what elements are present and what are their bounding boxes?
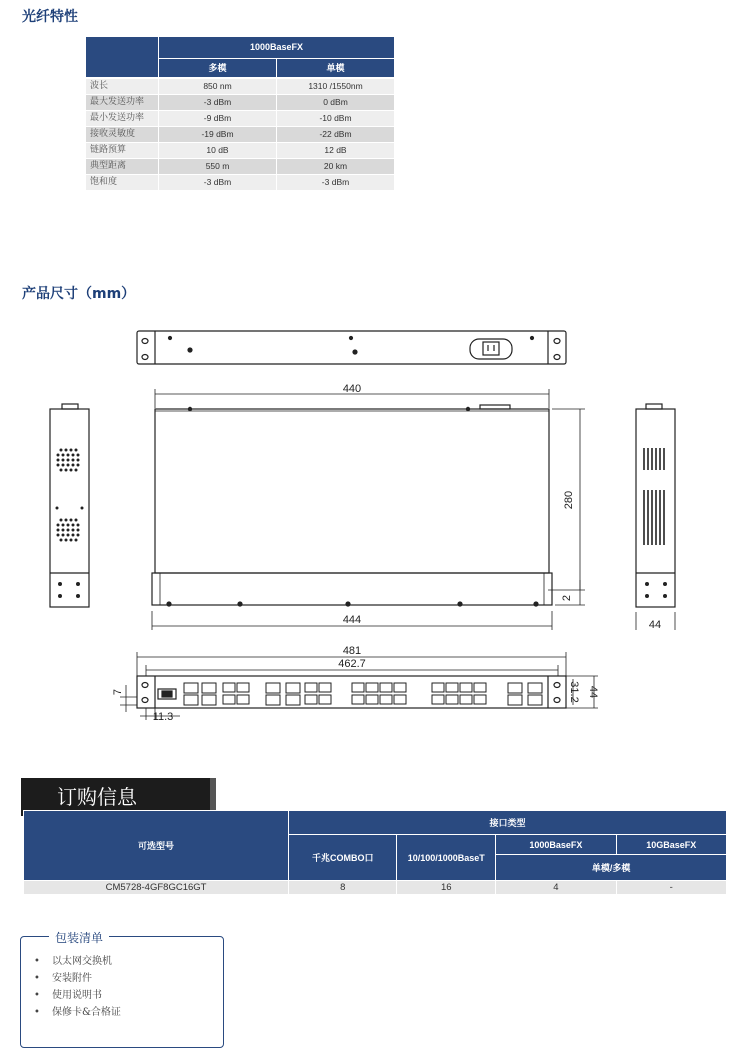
packing-list-item-label: 使用说明书 bbox=[52, 990, 102, 1001]
fiber-header-singlemode: 单模 bbox=[276, 59, 394, 77]
front-port-groups bbox=[184, 683, 542, 705]
rj45-port-shape bbox=[352, 683, 364, 692]
dim-front-inner-height: 31.2 bbox=[568, 681, 580, 703]
fiber-row-multimode: 10 dB bbox=[158, 143, 276, 158]
fiber-row-multimode: 850 nm bbox=[158, 79, 276, 94]
bullet-icon: • bbox=[34, 990, 40, 1001]
sfp-port-shape bbox=[528, 683, 542, 693]
rj45-port-shape bbox=[474, 683, 486, 692]
rj45-port-shape bbox=[460, 695, 472, 704]
rj45-port-shape bbox=[432, 683, 444, 692]
dim-front-left-v: 7 bbox=[112, 688, 124, 696]
rj45-port-shape bbox=[223, 683, 235, 692]
dim-side-height: 44 bbox=[648, 619, 662, 631]
sfp-port-shape bbox=[266, 683, 280, 693]
fiber-row-multimode: 550 m bbox=[158, 159, 276, 174]
bullet-icon: • bbox=[34, 956, 40, 967]
sfp-port-shape bbox=[266, 695, 280, 705]
rj45-port-shape bbox=[319, 683, 331, 692]
rj45-port-shape bbox=[223, 695, 235, 704]
fiber-row-label: 接收灵敏度 bbox=[90, 129, 136, 139]
dim-top-width: 440 bbox=[342, 383, 362, 395]
rear-view-drawing bbox=[137, 331, 566, 364]
dim-depth: 280 bbox=[563, 490, 575, 510]
sfp-port-shape bbox=[286, 683, 300, 693]
packing-list-item bbox=[34, 952, 121, 969]
rj45-port-shape bbox=[394, 683, 406, 692]
rj45-port-shape bbox=[305, 683, 317, 692]
fiber-row-multimode: -19 dBm bbox=[158, 127, 276, 142]
rj45-port-shape bbox=[319, 695, 331, 704]
rj45-port-shape bbox=[305, 695, 317, 704]
rj45-port-shape bbox=[446, 695, 458, 704]
fiber-row-singlemode: -22 dBm bbox=[276, 127, 394, 142]
ordering-header-1g: 1000BaseFX bbox=[496, 835, 616, 855]
fiber-row-multimode: -3 dBm bbox=[158, 175, 276, 190]
sfp-port-shape bbox=[508, 683, 522, 693]
fiber-row-multimode: -3 dBm bbox=[158, 95, 276, 110]
ordering-cell-copper: 16 bbox=[397, 881, 496, 895]
packing-list-item bbox=[34, 1003, 121, 1020]
sfp-port-shape bbox=[508, 695, 522, 705]
fiber-row-label: 典型距离 bbox=[90, 161, 127, 171]
rj45-port-shape bbox=[380, 683, 392, 692]
packing-list-item-label: 安装附件 bbox=[52, 973, 92, 984]
dim-front-left-h: 11.3 bbox=[152, 711, 174, 723]
ordering-header-combo: 千兆COMBO口 bbox=[289, 835, 397, 881]
dim-front-height: 44 bbox=[587, 685, 599, 699]
ordering-cell-fx10g: - bbox=[616, 881, 726, 895]
left-side-view-drawing bbox=[50, 404, 89, 607]
rj45-port-shape bbox=[237, 683, 249, 692]
fiber-row-singlemode: -3 dBm bbox=[276, 175, 394, 190]
fiber-row-singlemode: 0 dBm bbox=[276, 95, 394, 110]
fiber-header-multimode: 多模 bbox=[159, 59, 276, 77]
right-side-view-drawing bbox=[636, 404, 675, 630]
rj45-port-shape bbox=[352, 695, 364, 704]
fiber-row-singlemode: 20 km bbox=[276, 159, 394, 174]
rj45-port-shape bbox=[446, 683, 458, 692]
fiber-row-label: 链路预算 bbox=[86, 143, 158, 158]
ordering-header-mode: 单模/多模 bbox=[496, 855, 727, 881]
packing-list bbox=[34, 952, 121, 1020]
fiber-row-label: 波长 bbox=[86, 79, 158, 94]
ordering-header-copper: 10/100/1000BaseT bbox=[397, 835, 496, 881]
rj45-port-shape bbox=[474, 695, 486, 704]
sfp-port-shape bbox=[202, 695, 216, 705]
fiber-row-multimode: -9 dBm bbox=[158, 111, 276, 126]
fiber-row-singlemode: 1310 /1550nm bbox=[276, 79, 394, 94]
bullet-icon: • bbox=[34, 973, 40, 984]
sfp-port-shape bbox=[286, 695, 300, 705]
ordering-cell-fx1g: 4 bbox=[496, 881, 616, 895]
fiber-row-label: 饱和度 bbox=[86, 175, 158, 190]
rj45-port-shape bbox=[366, 695, 378, 704]
rj45-port-shape bbox=[460, 683, 472, 692]
rj45-port-shape bbox=[237, 695, 249, 704]
dimensions-section-title: 产品尺寸（mm） bbox=[22, 286, 136, 302]
rj45-port-shape bbox=[380, 695, 392, 704]
ordering-header-model: 可选型号 bbox=[24, 811, 289, 881]
sfp-port-shape bbox=[184, 695, 198, 705]
ordering-header-10g: 10GBaseFX bbox=[616, 835, 726, 855]
sfp-port-shape bbox=[184, 683, 198, 693]
ordering-cell-combo: 8 bbox=[289, 881, 397, 895]
dim-side-offset: 2 bbox=[561, 594, 573, 602]
fiber-header-1000basefx: 1000BaseFX bbox=[159, 37, 394, 59]
dim-front-total: 481 bbox=[342, 645, 362, 657]
sfp-port-shape bbox=[202, 683, 216, 693]
packing-list-title: 包装清单 bbox=[49, 929, 109, 946]
packing-list-item bbox=[34, 986, 121, 1003]
packing-list-item-label: 以太网交换机 bbox=[52, 956, 112, 967]
fiber-row-singlemode: -10 dBm bbox=[276, 111, 394, 126]
ordering-row bbox=[24, 881, 727, 895]
packing-list-item bbox=[34, 969, 121, 986]
bullet-icon: • bbox=[34, 1007, 40, 1018]
top-view-drawing bbox=[152, 389, 585, 630]
rj45-port-shape bbox=[394, 695, 406, 704]
ordering-cell-model: CM5728-4GF8GC16GT bbox=[24, 881, 289, 895]
fiber-section-title: 光纤特性 bbox=[22, 9, 78, 25]
dim-front-inner: 462.7 bbox=[338, 658, 366, 670]
dim-bottom-width: 444 bbox=[342, 614, 362, 626]
ordering-banner: 订购信息 bbox=[21, 778, 210, 816]
sfp-port-shape bbox=[528, 695, 542, 705]
packing-list-item-label: 保修卡&合格证 bbox=[52, 1007, 121, 1018]
fiber-row-label: 最大发送功率 bbox=[90, 97, 145, 107]
ordering-table bbox=[23, 810, 727, 895]
ordering-header-interface: 接口类型 bbox=[289, 811, 727, 835]
rj45-port-shape bbox=[432, 695, 444, 704]
fiber-row-singlemode: 12 dB bbox=[276, 143, 394, 158]
fiber-row-label: 最小发送功率 bbox=[86, 111, 158, 126]
rj45-port-shape bbox=[366, 683, 378, 692]
